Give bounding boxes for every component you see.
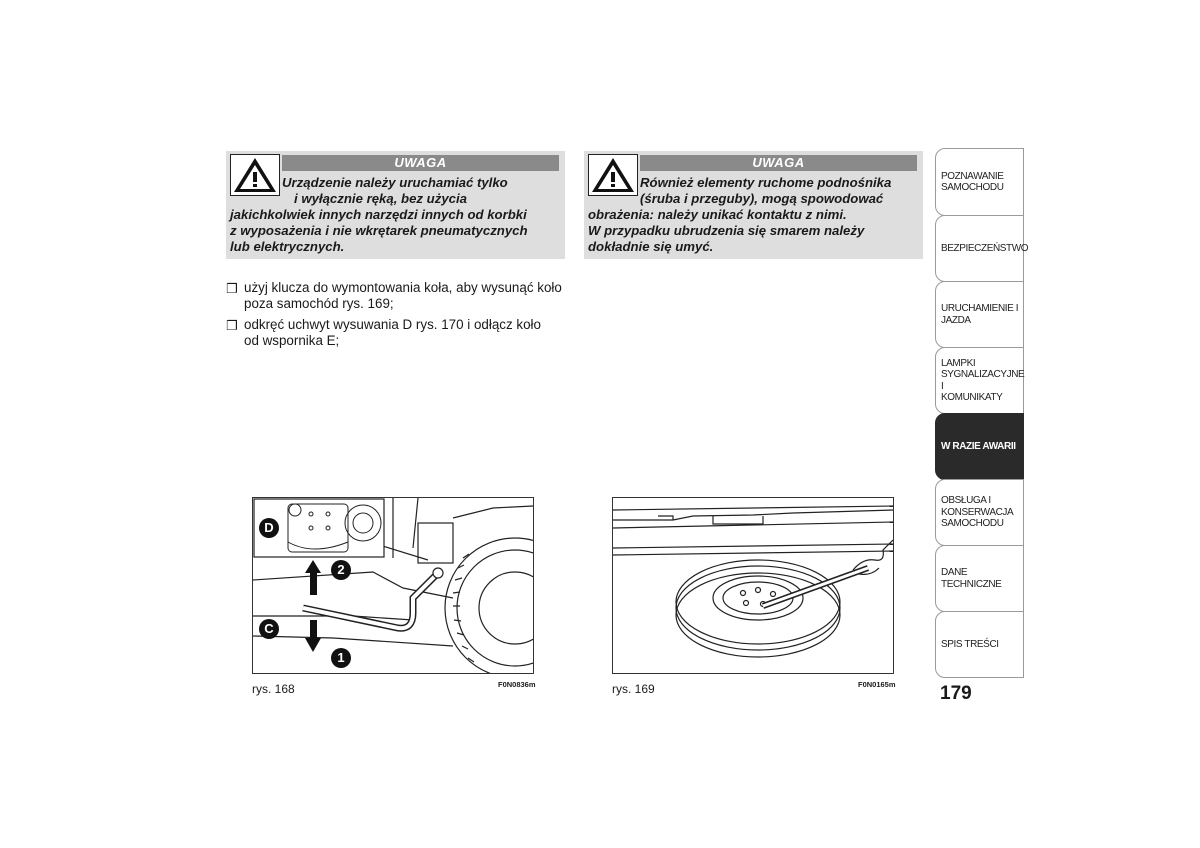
warning-text — [588, 175, 918, 255]
tab-label: W RAZIE AWARII — [941, 440, 1016, 452]
warning-box-2 — [584, 151, 923, 259]
figure-caption: rys. 169 — [612, 682, 655, 696]
label-d: D — [259, 518, 279, 538]
tab-dane-techniczne[interactable] — [935, 545, 1024, 612]
warning-title: UWAGA — [640, 155, 917, 171]
list-item-line: poza samochód rys. 169; — [244, 296, 394, 311]
figure-169-illustration — [612, 497, 894, 674]
tab-label: KOMUNIKATY — [941, 392, 1003, 403]
list-item — [226, 280, 571, 312]
warning-line: (śruba i przeguby), mogą spowodować — [640, 191, 884, 206]
tab-bezpieczenstwo[interactable] — [935, 215, 1029, 282]
spare-wheel-illustration — [613, 498, 893, 673]
list-item — [226, 317, 571, 349]
label-c: C — [259, 619, 279, 639]
tab-spis-tresci[interactable] — [935, 611, 1024, 678]
tab-label: LAMPKI — [941, 357, 976, 369]
checkbox-bullet-icon: ❒ — [226, 318, 238, 333]
list-item-line: użyj klucza do wymontowania koła, aby wysunąć koło — [244, 280, 562, 295]
tab-label: SPIS TREŚCI — [941, 638, 999, 650]
tab-obsluga-i-konserwacja[interactable] — [935, 479, 1024, 546]
tab-label: URUCHAMIENIE I — [941, 303, 1019, 314]
tab-label: SAMOCHODU — [941, 518, 1004, 530]
figure-caption: rys. 168 — [252, 682, 295, 696]
label-two: 2 — [331, 560, 351, 580]
list-item-line: odkręć uchwyt wysuwania D rys. 170 i odłącz koło — [244, 317, 541, 332]
tab-label: BEZPIECZEŃSTWO — [941, 242, 1029, 254]
tab-label: JAZDA — [941, 314, 971, 326]
warning-text — [230, 175, 560, 255]
warning-line: Urządzenie należy uruchamiać tylko — [282, 175, 508, 190]
tab-uruchamienie-i-jazda[interactable] — [935, 281, 1024, 348]
tab-poznawanie-samochodu[interactable] — [935, 148, 1024, 216]
warning-line: z wyposażenia i nie wkrętarek pneumatycznych — [230, 223, 528, 238]
checkbox-bullet-icon: ❒ — [226, 281, 238, 296]
tab-lampki-sygnalizacyjne[interactable] — [935, 347, 1024, 414]
warning-line: W przypadku ubrudzenia się smarem należy — [588, 223, 865, 238]
tab-label: POZNAWANIE — [941, 170, 1004, 182]
tab-label: SYGNALIZACYJNE I — [941, 369, 1025, 392]
warning-line: Również elementy ruchome podnośnika — [640, 175, 892, 190]
tab-w-razie-awarii[interactable] — [935, 413, 1024, 480]
warning-line: i wyłącznie ręką, bez użycia — [294, 191, 467, 206]
tab-label: SAMOCHODU — [941, 182, 1004, 193]
warning-line: obrażenia: należy unikać kontaktu z nimi. — [588, 207, 847, 222]
page-number: 179 — [940, 683, 972, 704]
instruction-list — [226, 280, 571, 354]
tab-label: DANE TECHNICZNE — [941, 567, 1002, 590]
tab-label: KONSERWACJA — [941, 506, 1014, 518]
figure-code: F0N0836m — [498, 680, 536, 689]
figure-code: F0N0165m — [858, 680, 896, 689]
warning-line: lub elektrycznych. — [230, 239, 345, 254]
list-item-line: od wspornika E; — [244, 333, 340, 348]
tab-label: OBSŁUGA I — [941, 495, 991, 507]
warning-line: jakichkolwiek innych narzędzi innych od korbki — [230, 207, 527, 222]
warning-line: dokładnie się umyć. — [588, 239, 714, 254]
jack-wheel-illustration — [253, 498, 533, 673]
warning-title: UWAGA — [282, 155, 559, 171]
figure-168-illustration — [252, 497, 534, 674]
label-one: 1 — [331, 648, 351, 668]
warning-box-1 — [226, 151, 565, 259]
